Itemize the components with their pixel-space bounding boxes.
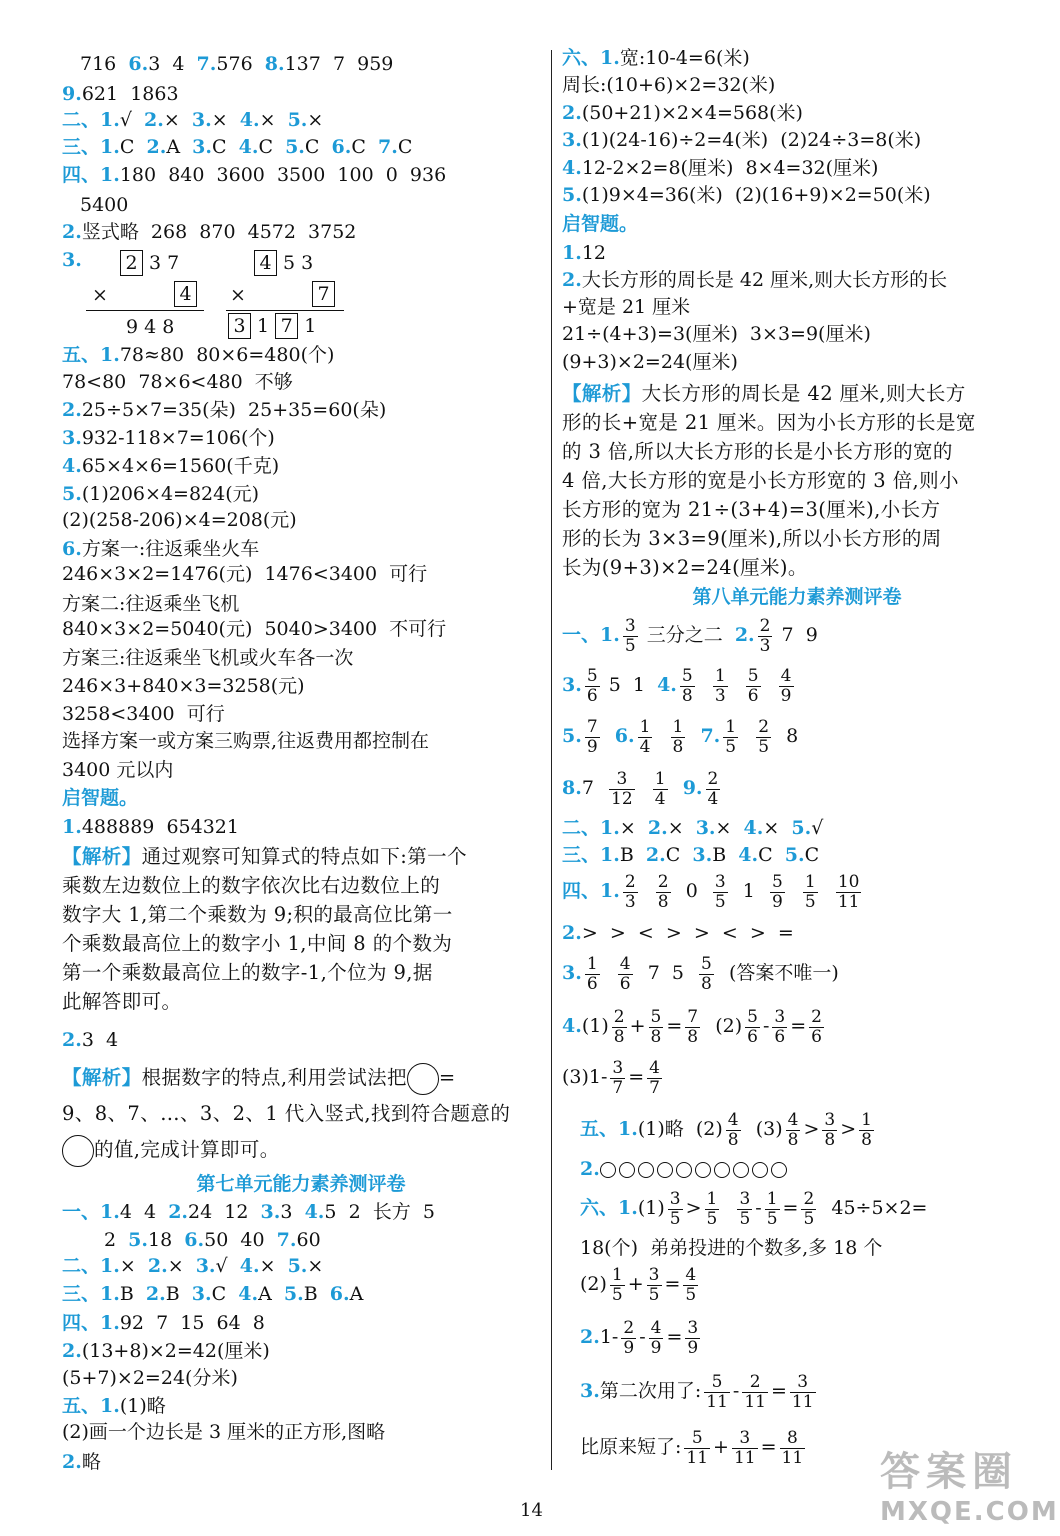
answer-line: 3. $\frac{5}{6}$ 5 1 4. $\frac{5}{8}$ $\frac{1}{3}$ $\frac{5}{6}$ $\frac{4}{9}$: [562, 665, 792, 706]
blank-circle: [407, 1063, 439, 1095]
answer-line: 4.12-2×2=8(厘米) 8×4=32(厘米): [562, 157, 879, 179]
answer-line: 8.7 $\frac{3}{12}$ $\frac{1}{4}$ 9. $\frac{2}{4}$: [562, 768, 719, 809]
circle-shape: [714, 1162, 730, 1178]
circle-shape: [657, 1162, 673, 1178]
answer-line: 二、1.× 2.× 3.√ 4.× 5.×: [62, 1255, 324, 1277]
circle-shape: [695, 1162, 711, 1178]
circle-shape: [771, 1162, 787, 1178]
answer-line: 一、1.4 4 2.24 12 3.3 4.5 2 长方 5: [62, 1201, 435, 1223]
answer-line: 6.方案一:往返乘坐火车: [62, 538, 260, 560]
answer-line: 2.: [580, 1157, 790, 1181]
analysis-tag: 【解析】: [62, 845, 142, 868]
watermark: [880, 1440, 1059, 1530]
answer-line: 比原来短了: $\frac{5}{11}$ + $\frac{3}{11}$ = $\frac{8}{11}$: [580, 1427, 804, 1468]
answer-line: 246×3×2=1476(元) 1476<3400 可行: [62, 563, 428, 585]
answer-line: 4.65×4×6=1560(千克): [62, 455, 280, 477]
circle-shape: [600, 1162, 616, 1178]
analysis-tag: 【解析】: [562, 382, 642, 405]
answer-line: (2)(258-206)×4=208(元): [62, 509, 297, 531]
answer-line: 3. $\frac{1}{6}$ $\frac{4}{6}$ 7 5 $\frac{5}{8}$ (答案不唯一): [562, 953, 839, 994]
answer-line: 716 6.3 4 7.576 8.137 7 959: [80, 53, 394, 75]
answer-line: 1.488889 654321: [62, 816, 239, 838]
answer-line: 3.(1)(24-16)÷2=4(米) (2)24÷3=8(米): [562, 129, 922, 151]
analysis-tag: 【解析】: [62, 1066, 142, 1089]
answer-line: 五、1.(1)略: [62, 1395, 166, 1417]
answer-line: 3258<3400 可行: [62, 703, 225, 725]
answer-line: 5. $\frac{7}{9}$ 6. $\frac{1}{4}$ $\frac{1}{8}$ 7. $\frac{1}{5}$ $\frac{2}{5}$ 8: [562, 716, 799, 757]
watermark-logo: 答案圈: [880, 1449, 1018, 1495]
circle-shape: [638, 1162, 654, 1178]
answer-line: 三、1.B 2.B 3.C 4.A 5.B 6.A: [62, 1283, 364, 1305]
answer-line: 1.12: [562, 242, 607, 264]
answer-line: 840×3×2=5040(元) 5040>3400 不可行: [62, 618, 447, 640]
answer-line: 2.1- $\frac{2}{9}$ - $\frac{4}{9}$ = $\frac{3}{9}$: [580, 1317, 699, 1358]
answer-line: 5400: [80, 194, 129, 216]
answer-line: 2.竖式略 268 870 4572 3752: [62, 221, 357, 243]
answer-line: 18(个) 弟弟投进的个数多,多 18 个: [580, 1237, 883, 1259]
answer-line: 周长:(10+6)×2=32(米): [562, 74, 776, 96]
answer-line: 二、1.× 2.× 3.× 4.× 5.√: [562, 817, 824, 839]
answer-line: 2.(13+8)×2=42(厘米): [62, 1340, 270, 1362]
answer-line: 方案二:往返乘坐飞机: [62, 593, 240, 615]
watermark-url: MXQE.COM: [880, 1497, 1059, 1527]
answer-line: 2.(50+21)×2×4=568(米): [562, 102, 803, 124]
section-heading: 启智题。: [62, 787, 139, 809]
answer-line: 五、1.78≈80 80×6=480(个): [62, 344, 335, 366]
circle-shape: [619, 1162, 635, 1178]
answer-line: 2.大长方形的周长是 42 厘米,则大长方形的长: [562, 269, 948, 291]
answer-line: 3.第二次用了: $\frac{5}{11}$ - $\frac{2}{11}$ = $\frac{3}{11}$: [580, 1371, 814, 1412]
answer-line: 2.3 4: [62, 1029, 119, 1051]
answer-line: 4.(1) $\frac{2}{8}$ + $\frac{5}{8}$ = $\frac{7}{8}$ (2) $\frac{5}{6}$ - $\frac{3}{6}$ = $\frac{2}{6}$: [562, 1006, 822, 1047]
answer-line: 2 5.18 6.50 40 7.60: [104, 1229, 321, 1251]
answer-line: 5.(1)206×4=824(元): [62, 483, 260, 505]
answer-line: 246×3+840×3=3258(元): [62, 675, 305, 697]
answer-line: (9+3)×2=24(厘米): [562, 351, 738, 373]
answer-line: 78<80 78×6<480 不够: [62, 371, 293, 393]
analysis-paragraph: 【解析】根据数字的特点,利用尝试法把 = 9、8、7、…、3、2、1 代入竖式,找到符合题意的 的值,完成计算即可。: [62, 1060, 540, 1168]
answer-line: 5.(1)9×4=36(米) (2)(16+9)×2=50(米): [562, 184, 931, 206]
answer-line: 9.621 1863: [62, 83, 179, 105]
answer-line: (5+7)×2=24(分米): [62, 1367, 238, 1389]
answer-line: +宽是 21 厘米: [562, 296, 691, 318]
section-title: 第八单元能力素养测评卷: [692, 586, 902, 608]
answer-line: 21÷(4+3)=3(厘米) 3×3=9(厘米): [562, 323, 871, 345]
answer-line: 三、1.B 2.C 3.B 4.C 5.C: [562, 844, 820, 866]
answer-line: 2.> > < > > < > =: [562, 922, 794, 944]
answer-line: 六、1.(1) $\frac{3}{5}$ > $\frac{1}{5}$ $\frac{3}{5}$ - $\frac{1}{5}$ = $\frac{2}{5}$ 45÷5×2=: [580, 1188, 928, 1229]
page-number: 14: [520, 1500, 543, 1521]
answer-line: 三、1.C 2.A 3.C 4.C 5.C 6.C 7.C: [62, 136, 413, 158]
answer-line: 四、1.92 7 15 64 8: [62, 1312, 265, 1334]
answer-line: 方案三:往返乘坐飞机或火车各一次: [62, 647, 354, 669]
answer-line: 2.略: [62, 1451, 101, 1473]
answer-line: 选择方案一或方案三购票,往返费用都控制在: [62, 730, 430, 752]
analysis-paragraph: 【解析】大长方形的周长是 42 厘米,则大长方 形的长+宽是 21 厘米。因为小长方形的长是宽 的 3 倍,所以大长方形的长是小长方形的宽的 4 倍,大长方形的宽是小长方形宽的 3 倍,则小 长方形的宽为 21÷(3+4)=3(厘米),小长方 形的长为 3×3=9(厘米),所以小长方形的周 长为(9+3)×2=24(厘米)。: [562, 382, 976, 579]
answer-line: (3)1- $\frac{3}{7}$ = $\frac{4}{7}$: [562, 1057, 660, 1098]
answer-line: 四、1.180 840 3600 3500 100 0 936: [62, 164, 447, 186]
answer-line: 四、1. $\frac{2}{3}$ $\frac{2}{8}$ 0 $\frac{3}{5}$ 1 $\frac{5}{9}$ $\frac{1}{5}$ $\frac{10}{11}$: [562, 871, 860, 912]
answer-line: 3400 元以内: [62, 759, 174, 781]
circle-shape: [676, 1162, 692, 1178]
answer-line: 3.932-118×7=106(个): [62, 427, 275, 449]
circle-shape: [733, 1162, 749, 1178]
column-divider: [551, 50, 552, 1470]
answer-line: 五、1.(1)略 (2) $\frac{4}{8}$ (3) $\frac{4}{8}$ > $\frac{3}{8}$ > $\frac{1}{8}$: [580, 1109, 872, 1150]
section-title: 第七单元能力素养测评卷: [196, 1173, 406, 1195]
answer-line: 六、1.宽:10-4=6(米): [562, 47, 750, 69]
circle-shape: [752, 1162, 768, 1178]
answer-line: 2.25÷5×7=35(朵) 25+35=60(朵): [62, 399, 387, 421]
section-heading: 启智题。: [562, 213, 639, 235]
analysis-paragraph: 【解析】通过观察可知算式的特点如下:第一个 乘数左边数位上的数字依次比右边数位上的 数字大 1,第二个乘数为 9;积的最高位比第一 个乘数最高位上的数字小 1,中间 8 的个数为 第一个乘数最高位上的数字-1,个位为 9,据 此解答即可。: [62, 845, 467, 1013]
answer-line: (2)画一个边长是 3 厘米的正方形,图略: [62, 1421, 386, 1443]
blank-circle: [62, 1135, 94, 1167]
answer-line: (2) $\frac{1}{5}$ + $\frac{3}{5}$ = $\frac{4}{5}$: [580, 1264, 697, 1305]
answer-line: 二、1.√ 2.× 3.× 4.× 5.×: [62, 109, 324, 131]
answer-line: 一、1. $\frac{3}{5}$ 三分之二 2. $\frac{2}{3}$ 7 9: [562, 615, 818, 656]
